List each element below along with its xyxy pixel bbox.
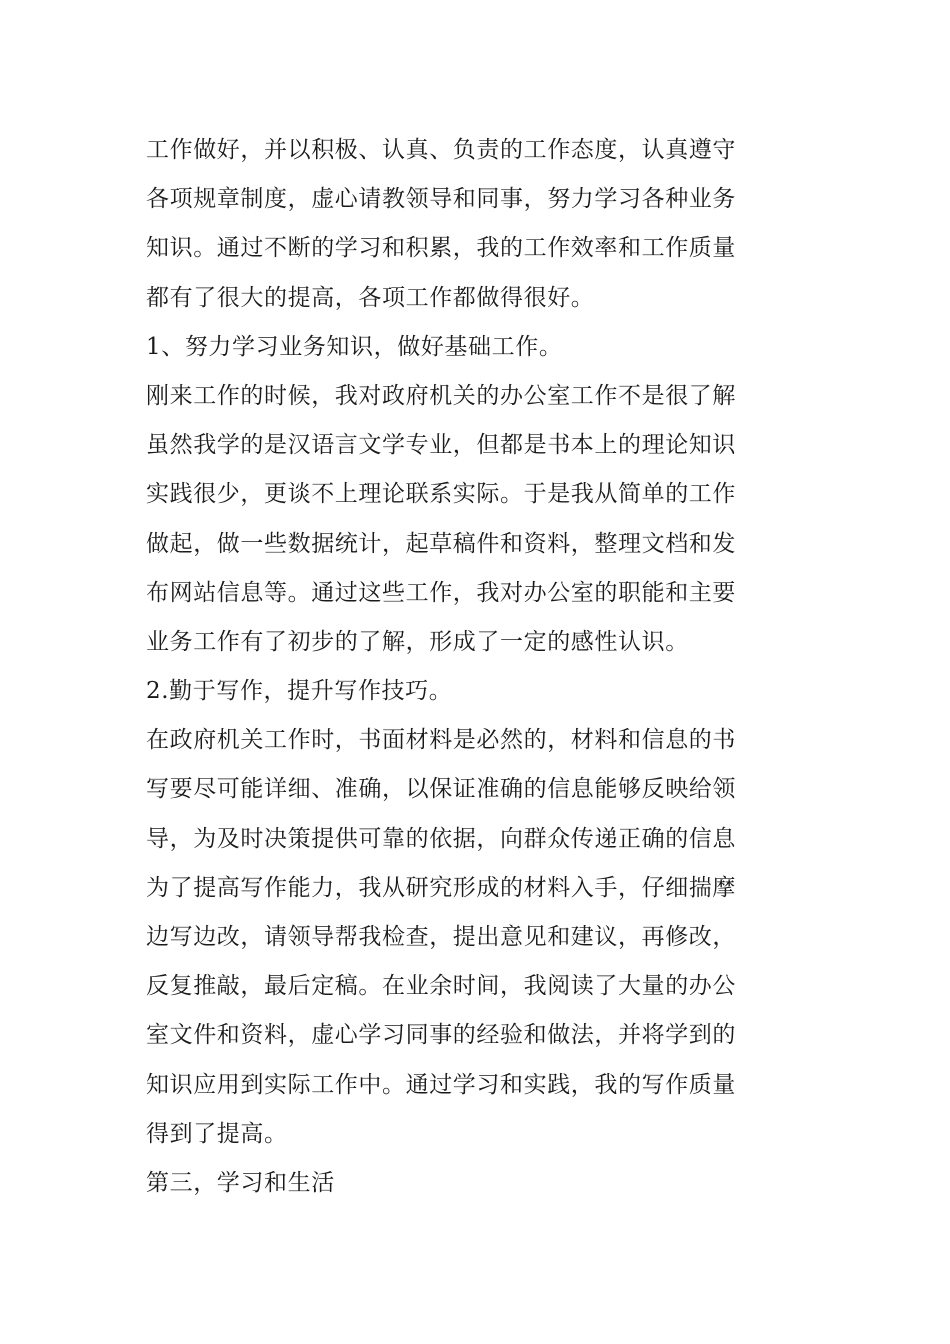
section-heading: 2.勤于写作，提升写作技巧。 xyxy=(146,678,453,705)
text-line: 为了提高写作能力，我从研究形成的材料入手，仔细揣摩 xyxy=(146,874,736,901)
text-line: 刚来工作的时候，我对政府机关的办公室工作不是很了解 xyxy=(146,382,736,409)
text-line: 做起，做一些数据统计，起草稿件和资料，整理文档和发 xyxy=(146,530,736,557)
text-line: 知识应用到实际工作中。通过学习和实践，我的写作质量 xyxy=(146,1071,736,1098)
text-line: 写要尽可能详细、准确，以保证准确的信息能够反映给领 xyxy=(146,776,736,803)
text-line: 反复推敲，最后定稿。在业余时间，我阅读了大量的办公 xyxy=(146,973,736,1000)
text-line: 业务工作有了初步的了解，形成了一定的感性认识。 xyxy=(146,628,689,655)
text-line: 边写边改，请领导帮我检查，提出意见和建议，再修改， xyxy=(146,924,736,950)
text-line: 工作做好，并以积极、认真、负责的工作态度，认真遵守 xyxy=(146,137,736,163)
text-line: 虽然我学的是汉语言文学专业，但都是书本上的理论知识 xyxy=(146,432,736,459)
text-line: 导，为及时决策提供可靠的依据，向群众传递正确的信息 xyxy=(146,825,736,852)
text-line: 在政府机关工作时，书面材料是必然的，材料和信息的书 xyxy=(146,727,736,754)
section-heading: 第三，学习和生活 xyxy=(146,1169,335,1196)
text-line: 知识。通过不断的学习和积累，我的工作效率和工作质量 xyxy=(146,235,736,262)
document-body xyxy=(146,126,816,1208)
text-line: 各项规章制度，虚心请教领导和同事，努力学习各种业务 xyxy=(146,186,736,213)
text-line: 布网站信息等。通过这些工作，我对办公室的职能和主要 xyxy=(146,579,736,606)
text-line: 实践很少，更谈不上理论联系实际。于是我从简单的工作 xyxy=(146,481,736,508)
text-line: 都有了很大的提高，各项工作都做得很好。 xyxy=(146,284,595,311)
text-line: 室文件和资料，虚心学习同事的经验和做法，并将学到的 xyxy=(146,1022,736,1049)
section-heading: 1、努力学习业务知识，做好基础工作。 xyxy=(146,333,563,360)
text-line: 得到了提高。 xyxy=(146,1120,288,1147)
